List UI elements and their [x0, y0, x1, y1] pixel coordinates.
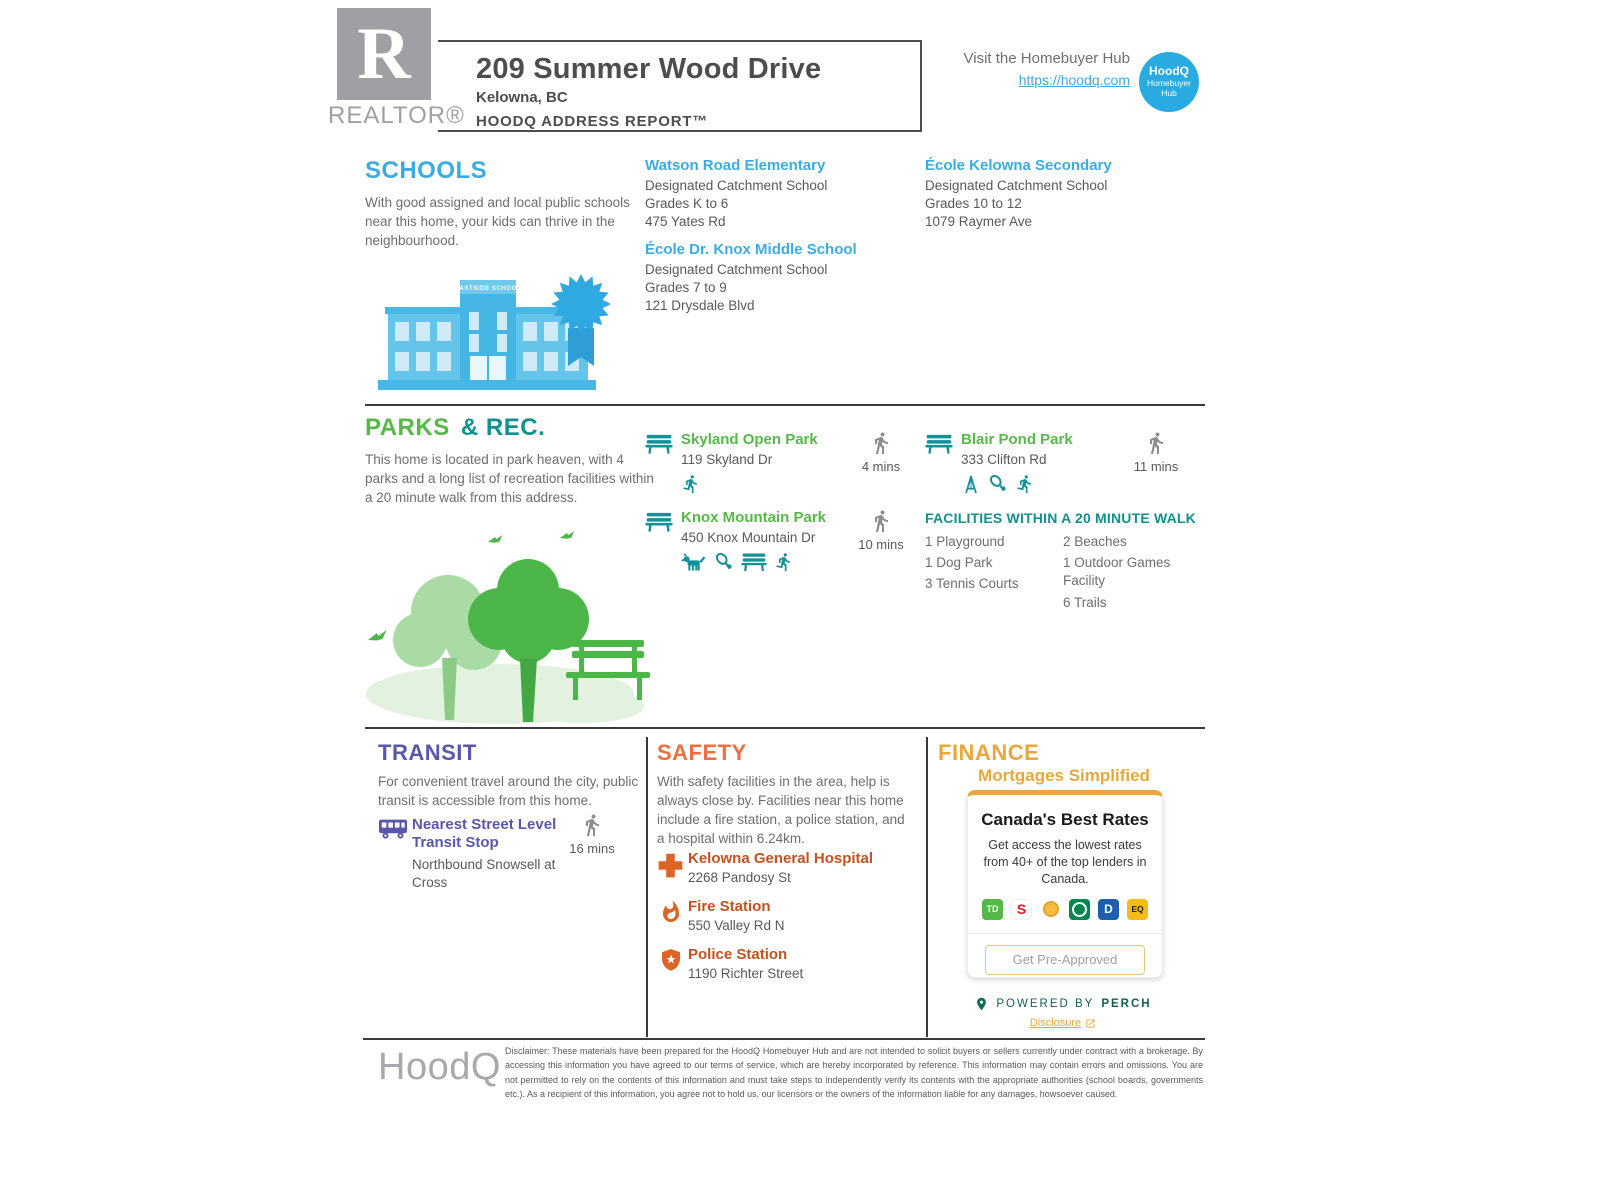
eq-bank-logo: EQ [1127, 899, 1148, 920]
section-divider [365, 404, 1205, 406]
report-type-label: HOODQ ADDRESS REPORT™ [476, 113, 709, 130]
park-item-knox-mountain: Knox Mountain Park 450 Knox Mountain Dr [645, 509, 845, 572]
transit-description: For convenient travel around the city, public transit is accessible from this home. [378, 774, 639, 809]
award-starburst-icon [551, 274, 611, 334]
dog-icon [681, 552, 707, 572]
walking-person-icon [869, 430, 893, 456]
finance-subtitle: Mortgages Simplified [978, 766, 1150, 785]
safety-item-police-station: Police Station 1190 Richter Street [657, 946, 918, 981]
transit-stop-name: Nearest Street Level Transit Stop [412, 816, 557, 851]
hospital-cross-icon [657, 852, 684, 879]
flame-icon [659, 899, 683, 925]
safety-item-hospital: Kelowna General Hospital 2268 Pandosy St [657, 850, 918, 885]
footer-divider [363, 1038, 1205, 1040]
walking-person-icon [1144, 430, 1168, 456]
swing-icon [961, 474, 981, 494]
walk-time-transit-stop: 16 mins [556, 812, 628, 856]
tennis-icon [988, 474, 1008, 494]
bench-icon [925, 433, 953, 455]
facilities-summary [925, 510, 1210, 615]
external-link-icon [1085, 1018, 1096, 1029]
park-item-blair-pond: Blair Pond Park 333 Clifton Rd [925, 431, 1120, 494]
realtor-r-icon: R [337, 8, 431, 100]
td-bank-logo: TD [982, 899, 1003, 920]
schools-description: With good assigned and local public schools near this home, your kids can thrive in the neighbourhood. [365, 195, 630, 249]
safety-item-fire-station: Fire Station 550 Valley Rd N [657, 898, 918, 933]
bench-icon [645, 433, 673, 455]
realtor-logo [328, 4, 465, 132]
lender-logos [968, 899, 1162, 920]
hoodq-link[interactable]: https://hoodq.com [1018, 72, 1130, 88]
walk-time-skyland: 4 mins [845, 430, 917, 474]
disclosure-row [952, 1017, 1174, 1029]
school-item-watson-road: Watson Road Elementary Designated Catchment School Grades K to 6 475 Yates Rd [645, 157, 828, 229]
facilities-title: FACILITIES WITHIN A 20 MINUTE WALK [925, 510, 1196, 526]
runner-icon [774, 552, 794, 572]
mortgage-rates-card [967, 790, 1163, 978]
get-pre-approved-button[interactable]: Get Pre-Approved [985, 945, 1145, 975]
schools-section-title: SCHOOLS [365, 157, 488, 184]
park-item-skyland: Skyland Open Park 119 Skyland Dr [645, 431, 840, 494]
school-sign-label: EASTSIDE SCHOOL [454, 286, 522, 292]
facilities-column-1: 1 Playground 1 Dog Park 3 Tennis Courts [925, 534, 1019, 592]
transit-stop-detail: Northbound Snowsell at Cross [412, 857, 556, 891]
parks-section-title: PARKS & REC. [365, 414, 546, 441]
page-title: 209 Summer Wood Drive [476, 53, 822, 85]
homebuyer-hub-callout [950, 50, 1130, 90]
runner-icon [1015, 474, 1035, 494]
finance-section-title: FINANCE [938, 740, 1040, 765]
police-shield-icon [659, 947, 683, 973]
walking-person-icon [869, 508, 893, 534]
bench-icon [741, 552, 767, 572]
school-item-kelowna-secondary: École Kelowna Secondary Designated Catchment School Grades 10 to 12 1079 Raymer Ave [925, 157, 1112, 229]
page-subtitle-city: Kelowna, BC [476, 89, 568, 106]
park-illustration [360, 514, 652, 724]
section-divider [365, 727, 1205, 729]
card-title: Canada's Best Rates [981, 810, 1149, 829]
footer-disclaimer: Disclaimer: These materials have been prepared for the HoodQ Homebuyer Hub and are not intended to solicit buyers or sellers currently under contract with a brokerage. By accessing this information you have agreed to our terms of service, which are hereby incorporated by reference. This information may contain errors and omissions. You are not permitted to rely on the contents of this information and must take steps to independently verify its contents with the appropriate authorities (school boards, governments etc.). As a recipient of this information, you agree not to hold us, our licensors or the owners of the information liable for any damages, howsoever caused. [505, 1046, 1203, 1100]
school-item-dr-knox: École Dr. Knox Middle School Designated Catchment School Grades 7 to 9 121 Drysdale Blvd [645, 241, 857, 313]
visit-hub-text: Visit the Homebuyer Hub [963, 50, 1130, 67]
map-pin-icon [974, 995, 989, 1013]
runner-icon [681, 474, 701, 494]
walk-time-blair-pond: 11 mins [1120, 430, 1192, 474]
parks-description: This home is located in park heaven, with 4 parks and a long list of recreation facilities within a 20 minute walk from this address. [365, 452, 654, 506]
disclosure-link[interactable]: Disclosure [1030, 1017, 1096, 1029]
safety-description: With safety facilities in the area, help is always close by. Facilities near this home include a fire station, a police station, and a hospital within 6.24km. [657, 774, 905, 847]
hoodq-homebuyer-hub-badge: HoodQ Homebuyer Hub [1139, 52, 1199, 112]
transit-section-title: TRANSIT [378, 740, 477, 765]
bench-icon [645, 511, 673, 533]
school-building-illustration [368, 274, 623, 396]
bus-icon [378, 818, 408, 840]
hoodq-footer-logo: HoodQ [378, 1046, 501, 1088]
scotiabank-logo: S [1011, 899, 1032, 920]
column-divider [926, 737, 928, 1037]
card-divider [968, 933, 1162, 934]
walking-person-icon [580, 812, 604, 838]
gold-coin-lender-logo [1040, 899, 1061, 920]
realtor-wordmark: REALTOR® [328, 102, 465, 129]
green-ring-lender-logo [1069, 899, 1090, 920]
facilities-column-2: 2 Beaches 1 Outdoor Games Facility 6 Trails [1063, 534, 1171, 610]
powered-by-perch: POWERED BY PERCH [952, 995, 1174, 1013]
safety-section-title: SAFETY [657, 740, 747, 765]
walk-time-knox-mountain: 10 mins [845, 508, 917, 552]
tennis-icon [714, 552, 734, 572]
card-text: Get access the lowest rates from 40+ of the top lenders in Canada. [983, 838, 1147, 886]
d-lender-logo: D [1098, 899, 1119, 920]
